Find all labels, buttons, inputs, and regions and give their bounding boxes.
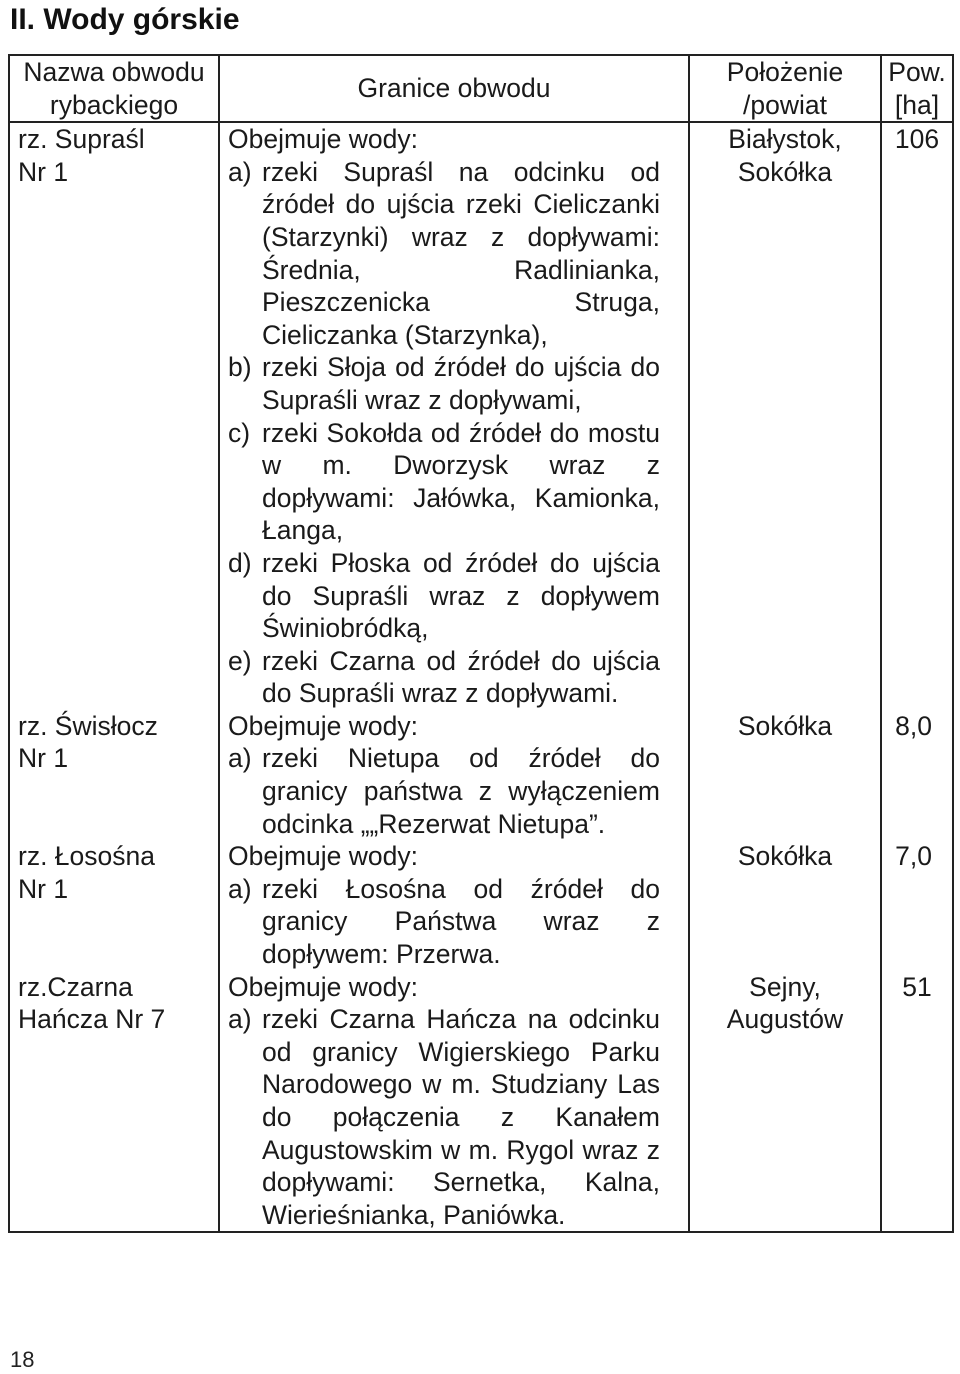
table-row (9, 122, 953, 710)
location-line: Sokółka (737, 841, 833, 872)
header-area-line-2: [ha] (894, 89, 940, 120)
district-name-line: Hańcza Nr 7 (18, 1004, 166, 1035)
bounds-item-text: rzeki Czarna Hańcza na odcinku od granicy Wigierskiego Parku Narodowego w m. Studziany Las do połączenia z Kanałem Augustowskim w m. Rygol wraz z dopływami: Sernetka, Kalna, Wierieśnianka, Paniówka. (262, 1004, 660, 1230)
bounds-item-label: e) (228, 645, 252, 676)
header-name (9, 55, 219, 122)
table-header-row (9, 55, 953, 122)
bounds-item (228, 873, 660, 971)
table-row (9, 710, 953, 840)
district-name-line: rz. Łosośna (18, 841, 155, 872)
bounds-item-label: b) (228, 352, 252, 383)
header-location-line-2: /powiat (743, 89, 827, 120)
district-bounds (219, 122, 689, 710)
district-name-line: rz. Supraśl (18, 124, 145, 155)
bounds-item-text: rzeki Nietupa od źródeł do granicy państwa z wyłączeniem odcinka „„Rezerwat Nietupa”. (262, 743, 660, 839)
bounds-item (228, 547, 660, 645)
district-bounds (219, 710, 689, 840)
district-location (689, 122, 881, 710)
location-line: Augustów (726, 1004, 844, 1035)
district-name-line: Nr 1 (18, 743, 69, 774)
district-name (9, 971, 219, 1233)
header-location (689, 55, 881, 122)
district-name-line: rz. Świsłocz (18, 710, 158, 741)
district-location (689, 840, 881, 970)
section-title: II. Wody górskie (10, 3, 240, 36)
location-line: Sokółka (737, 156, 833, 187)
bounds-item (228, 645, 660, 710)
bounds-item-label: a) (228, 1004, 252, 1035)
district-location (689, 710, 881, 840)
header-name-line-1: Nazwa obwodu (23, 57, 205, 87)
bounds-item (228, 417, 660, 547)
header-area (881, 55, 953, 122)
district-location (689, 971, 881, 1233)
district-name (9, 840, 219, 970)
location-line: Białystok, (728, 124, 842, 155)
district-area: 51 (881, 971, 953, 1233)
district-name (9, 122, 219, 710)
bounds-item-text: rzeki Łosośna od źródeł do granicy Państwa wraz z dopływem: Przerwa. (262, 873, 660, 970)
district-area: 8,0 (881, 710, 953, 840)
header-bounds: Granice obwodu (219, 55, 689, 122)
bounds-item (228, 351, 660, 416)
bounds-item-text: rzeki Czarna od źródeł do ujścia do Supraśli wraz z dopływami. (262, 645, 660, 709)
location-line: Sokółka (737, 710, 833, 741)
bounds-item-label: c) (228, 417, 251, 448)
bounds-item-text: rzeki Płoska od źródeł do ujścia do Supraśli wraz z dopływem Świniobródką, (262, 547, 660, 644)
bounds-item-label: a) (228, 156, 252, 187)
bounds-item (228, 742, 660, 840)
district-name-line: rz.Czarna (18, 971, 133, 1002)
bounds-intro: Obejmuje wody: (228, 841, 419, 872)
bounds-item-text: rzeki Supraśl na odcinku od źródeł do ujścia rzeki Cieliczanki (Starzynki) wraz z dopływami: Średnia, Radlinianka, Pieszczenicka Struga, Cieliczanka (Starzynka), (262, 156, 660, 350)
page-number: 18 (10, 1347, 35, 1372)
header-location-line-1: Położenie (726, 57, 844, 87)
table-row (9, 840, 953, 970)
location-line: Sejny, (749, 971, 821, 1002)
bounds-item-label: a) (228, 873, 252, 904)
district-bounds (219, 840, 689, 970)
header-name-line-2: rybackiego (49, 89, 179, 120)
district-bounds (219, 971, 689, 1233)
district-area: 7,0 (881, 840, 953, 970)
bounds-item (228, 1003, 660, 1231)
bounds-item (228, 156, 660, 352)
bounds-item-label: d) (228, 547, 252, 578)
district-area: 106 (881, 122, 953, 710)
district-name (9, 710, 219, 840)
bounds-item-text: rzeki Słoja od źródeł do ujścia do Supraśli wraz z dopływami, (262, 352, 660, 415)
fishing-districts-table (8, 54, 954, 1233)
bounds-item-label: a) (228, 743, 252, 774)
bounds-intro: Obejmuje wody: (228, 971, 419, 1002)
district-name-line: Nr 1 (18, 156, 69, 187)
bounds-intro: Obejmuje wody: (228, 124, 419, 155)
table-row (9, 971, 953, 1233)
bounds-intro: Obejmuje wody: (228, 710, 419, 741)
header-area-line-1: Pow. (888, 57, 946, 87)
bounds-item-text: rzeki Sokołda od źródeł do mostu w m. Dworzysk wraz z dopływami: Jałówka, Kamionka, Łanga, (262, 417, 660, 546)
district-name-line: Nr 1 (18, 873, 69, 904)
